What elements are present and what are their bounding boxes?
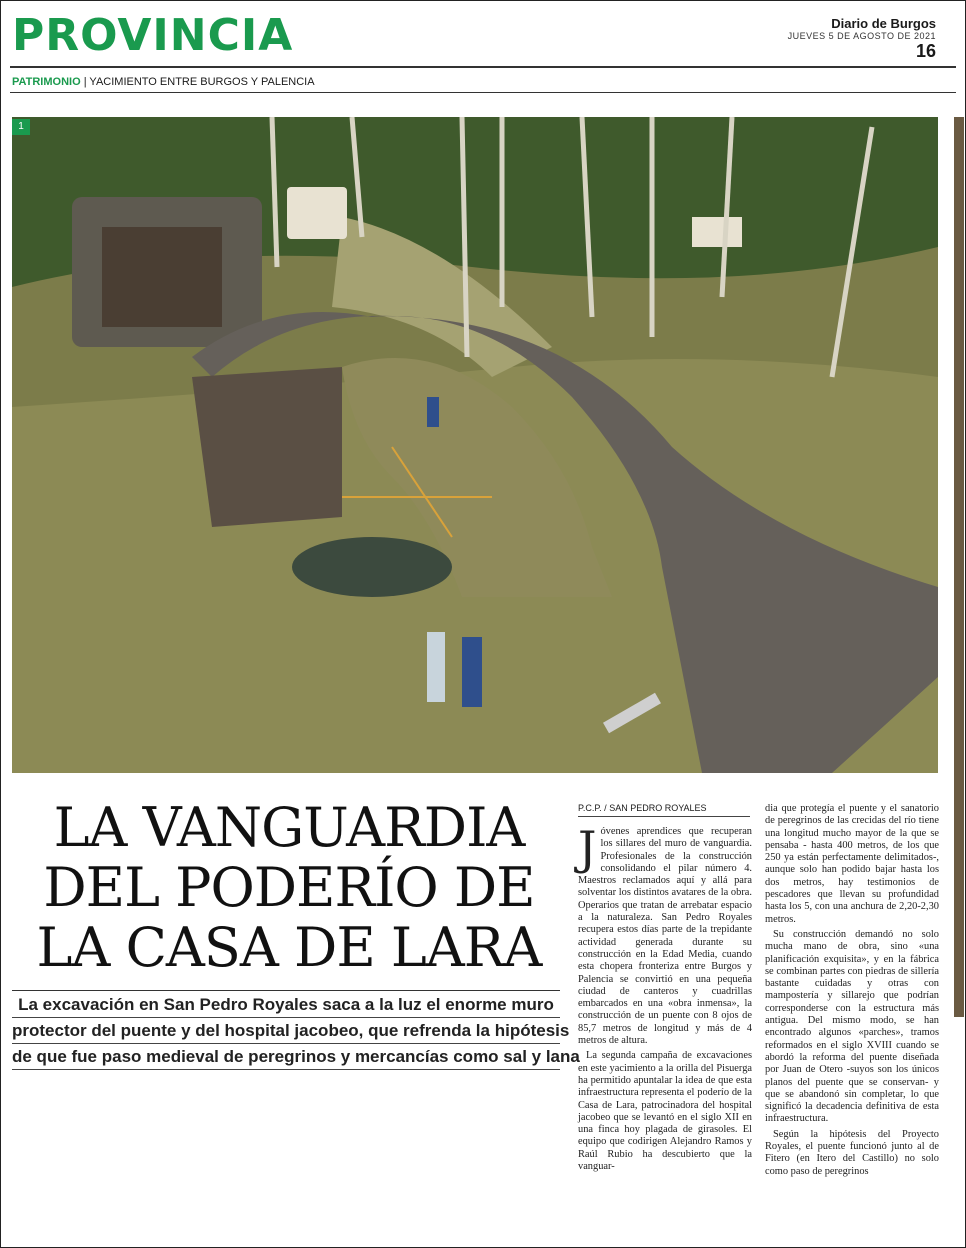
article-column-2 xyxy=(765,803,939,1181)
headline-line-3: LA CASA DE LARA xyxy=(36,916,542,979)
kicker xyxy=(12,76,315,88)
header-rule xyxy=(10,66,956,68)
paragraph: Jóvenes aprendices que recuperan los sillares del muro de vanguardia. Profesionales de la construcción consolidando el pilar número 4. Maestros reclamados aquí y allá para solventar los distintos avatares de la obra. Operarios que tratan de arrebatar espacio a la naturaleza. San Pedro Royales recupera estos días parte de la trepidante actividad generada durante su construcción en la Edad Media, cuando esta chopera fronteriza entre Burgos y Palencia se convirtió en una pequeña ciudad de canteros y cuadrillas embarcados en una «obra inmensa», la construcción de un puente con 8 ojos de 85,7 metros de longitud y más de 4 metros de altura. xyxy=(578,821,752,1047)
kicker-tag: PATRIMONIO xyxy=(12,76,81,88)
kicker-rule xyxy=(10,92,956,93)
bridge-excavation-photo xyxy=(12,117,938,773)
kicker-topic: | YACIMIENTO ENTRE BURGOS Y PALENCIA xyxy=(83,76,315,88)
subhead-line-3: de que fue paso medieval de peregrinos y mercancías como sal y lana xyxy=(12,1044,560,1070)
paragraph: dia que protegía el puente y el sanatorio de peregrinos de las crecidas del río tiene una longitud mucho mayor de la que se pensaba - hasta 400 metros, de los que 250 ya están perfectamente delimitados-, aunque solo han podido bajar hasta los dos metros, hay testimonios de pescadores que llevan su profundidad hasta los 5, con una anchura de 2,20-2,30 metros. xyxy=(765,803,939,925)
headline-line-2: DEL PODERÍO DE xyxy=(43,856,535,919)
paragraph: La segunda campaña de excavaciones en este yacimiento a la orilla del Pisuerga ha permitido apuntalar la idea de que esta infraestructura representa el poderío de la Casa de Lara, patrocinadora del hospital jacobeo que se levantó en el siglo XII en una finca hoy plagada de girasoles. El equipo que codirigen Alejandro Ramos y Raúl Rubio ha descubierto que la vanguar- xyxy=(578,1050,752,1173)
headline xyxy=(20,798,558,978)
subhead-line-2: protector del puente y del hospital jacobeo, que refrenda la hipótesis xyxy=(12,1018,560,1044)
paragraph: Su construcción demandó no solo mucha mano de obra, sino «una planificación exquisita», y en la fábrica se combinan partes con piedras de sillería bastante cuidadas y otras con mampostería y sillarejo que podrían corresponderse con la estructura más antigua. Del mismo modo, se han encontrado algunos «parches», tramos reformados en el siglo XVIII cuando se abordó la reforma del puente diseñada por Juan de Otero -suyos son los únicos planos del puente que se conservan- y que se abandonó sin completar, lo que significó la decadencia definitiva de esta infraestructura. xyxy=(765,928,939,1125)
subheadline xyxy=(12,992,580,1070)
issue-date: JUEVES 5 DE AGOSTO DE 2021 xyxy=(787,31,936,41)
headline-line-1: LA VANGUARDIA xyxy=(53,796,525,859)
section-title: PROVINCIA xyxy=(12,10,294,61)
photo-number-badge: 1 xyxy=(12,119,30,135)
paragraph: Según la hipótesis del Proyecto Royales, el puente funcionó junto al de Fitero (en Itero del Castillo) no solo como paso de peregrinos xyxy=(765,1128,939,1177)
byline: P.C.P. / SAN PEDRO ROYALES xyxy=(578,803,750,817)
newspaper-name: Diario de Burgos xyxy=(831,16,936,31)
page-number: 16 xyxy=(915,41,936,61)
article-column-1 xyxy=(578,821,752,1176)
subhead-line-1: La excavación en San Pedro Royales saca a la luz el enorme muro xyxy=(12,992,560,1018)
subhead-top-rule xyxy=(12,990,560,991)
adjacent-page-strip xyxy=(954,117,964,1017)
masthead xyxy=(788,16,936,62)
drop-cap: J xyxy=(578,821,597,875)
main-photo xyxy=(12,117,938,773)
